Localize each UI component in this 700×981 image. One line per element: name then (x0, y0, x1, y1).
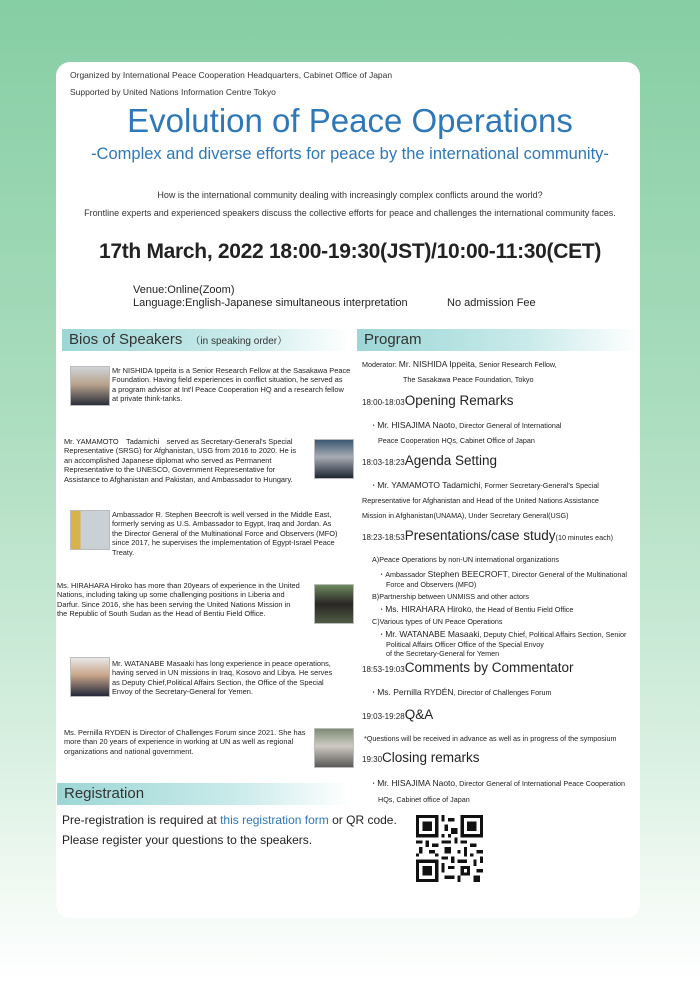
bio-line: at private think-tanks. (112, 394, 183, 404)
speaker-photo-ryden (314, 728, 354, 768)
session-title: Q&A (404, 707, 434, 722)
language: Language:English-Japanese simultaneous interpretation (133, 297, 408, 309)
session-agenda (362, 453, 498, 468)
moderator-label: Moderator: (362, 360, 399, 369)
bio-watanabe (112, 659, 332, 697)
bio-nishida (112, 366, 350, 404)
bio-line: Foundation. Having field experiences in conflict situation, he served as (112, 375, 343, 385)
session-title: Closing remarks (382, 750, 480, 765)
speaker-name: Mr. HISAJIMA Naoto (377, 778, 456, 788)
session-time: 18:03-18:23 (362, 458, 405, 467)
session-presentations (362, 528, 614, 543)
bio-line: Nations, including taking up some challenging positions in Liberia and (57, 590, 285, 600)
bio-hirahara (57, 581, 300, 619)
speaker-role: , Director of Challenges Forum (453, 688, 552, 697)
opening-speaker-role-2: Peace Cooperation HQs, Cabinet Office of Japan (378, 436, 535, 445)
session-comments (362, 660, 574, 675)
presentation-c-role-2: Political Affairs Officer Office of the Special Envoy (386, 640, 544, 649)
presentation-a-role-2: Force and Observers (MFO) (386, 580, 477, 589)
speaker-name: Mr. WATANABE Masaaki (385, 629, 480, 639)
bio-line: Mr. YAMAMOTO Tadamichi served as Secretary-General's Special (64, 437, 293, 446)
registration-heading: Registration (64, 785, 145, 802)
bio-line: Ms. Pernilla RYDEN is Director of Challenges Forum since 2021. She has (64, 728, 306, 737)
comments-speaker: ・Ms. Pernilla RYDÉN, Director of Challenges Forum (370, 687, 552, 697)
bio-yamamoto (64, 437, 296, 484)
moderator-line (362, 360, 557, 369)
bio-line: the Republic of South Sudan as the Head of Bentiu Field Office. (57, 609, 266, 619)
bio-line: Envoy of the Secretary-General for Yemen. (112, 687, 253, 697)
bio-line: as Deputy Chief,Political Affairs Section, the Office of the Special (112, 677, 324, 687)
opening-speaker: ・Mr. HISAJIMA Naoto, Director General of International (370, 420, 562, 430)
registration-heading-bar (57, 783, 350, 805)
session-title: Comments by Commentator (404, 660, 574, 675)
qr-code[interactable] (416, 815, 483, 882)
presentation-c-speaker: ・Mr. WATANABE Masaaki, Deputy Chief, Political Affairs Section, Senior (378, 629, 627, 639)
session-time: 19:30 (362, 755, 383, 764)
bio-line: Assistance to Afghanistan and Pakistan, and Ambassador to Hungary. (64, 474, 293, 484)
admission-fee: No admission Fee (447, 297, 536, 309)
bio-line: Representative (SRSG) for Afghanistan, USG from 2016 to 2020. He is (64, 446, 297, 456)
bio-line: Ambassador R. Stephen Beecroft is well versed in the Middle East, (112, 510, 332, 519)
agenda-speaker-role-2: Representative for Afghanistan and Head of the United Nations Assistance (362, 496, 599, 505)
presentation-a-speaker: ・Ambassador Stephen BEECROFT, Director General of the Multinational (378, 569, 627, 579)
bio-line: Darfur. Since 2016, she has been serving the United Nations Mission in (57, 599, 291, 609)
speaker-prefix: Ambassador (385, 570, 428, 579)
speaker-name: Mr. HISAJIMA Naoto (377, 420, 456, 430)
venue: Venue:Online(Zoom) (133, 284, 235, 296)
speaker-role: , Director General of the Multinational (507, 570, 627, 579)
presentation-b: B)Partnership between UNMISS and other actors (372, 592, 530, 601)
bio-line: Representative to the UNESCO, Government Representative for (64, 465, 276, 475)
bio-line: more than 20 years of experience in working at UN as well as regional (64, 737, 294, 747)
bio-line: a program advisor at Int'l Peace Cooperation HQ and a research fellow (112, 384, 344, 394)
speaker-role: , Director General of International Peace Cooperation (455, 779, 625, 788)
event-date: 17th March, 2022 18:00-19:30(JST)/10:00-11:30(CET) (98, 240, 602, 263)
session-time: 18:23-18:53 (362, 533, 405, 542)
agenda-speaker: ・Mr. YAMAMOTO Tadamichi, Former Secretary-General's Special (370, 480, 599, 490)
session-time: 18:00-18:03 (362, 398, 405, 407)
session-title: Presentations/case study (404, 528, 556, 543)
moderator-role-2: The Sasakawa Peace Foundation, Tokyo (403, 375, 534, 384)
moderator-role: , Senior Research Fellow, (474, 360, 557, 369)
presentation-c: C)Various types of UN Peace Operations (372, 617, 503, 626)
bio-beecroft (112, 510, 338, 557)
presentation-c-role-3: of the Secretary-General for Yemen (386, 649, 500, 658)
bios-heading-bar (62, 329, 350, 351)
speaker-role: , the Head of Bentiu Field Office (471, 605, 574, 614)
session-title: Agenda Setting (404, 453, 498, 468)
speaker-name: Stephen BEECROFT (427, 569, 508, 579)
registration-line-2: Please register your questions to the speakers. (62, 833, 313, 847)
registration-text: or QR code. (328, 813, 397, 827)
speaker-photo-beecroft (70, 510, 110, 550)
session-time: 19:03-19:28 (362, 712, 405, 721)
presentation-a: A)Peace Operations by non-UN international organizations (372, 555, 559, 564)
session-time: 18:53-19:03 (362, 665, 405, 674)
bio-line: an accomplished Japanese diplomat who served as Permanent (64, 455, 272, 465)
closing-speaker-role-2: HQs, Cabinet office of Japan (378, 795, 470, 804)
intro-line-1: How is the international community dealing with increasingly complex conflicts around the world? (157, 190, 543, 200)
moderator-name: Mr. NISHIDA Ippeita (398, 359, 475, 369)
bio-line: Treaty. (112, 547, 135, 557)
session-opening (362, 393, 514, 408)
program-heading: Program (364, 331, 422, 348)
bio-line: Ms. HIRAHARA Hiroko has more than 20years of experience in the United (57, 581, 300, 590)
speaker-photo-yamamoto (314, 439, 354, 479)
speaker-name: Ms. HIRAHARA Hiroko (385, 604, 472, 614)
bio-line: Mr NISHIDA Ippeita is a Senior Research Fellow at the Sasakawa Peace (112, 366, 351, 375)
event-title: Evolution of Peace Operations (127, 102, 573, 139)
speaker-photo-hirahara (314, 584, 354, 624)
speaker-photo-nishida (70, 366, 110, 406)
speaker-photo-watanabe (70, 657, 110, 697)
speaker-role: , Director General of International (455, 421, 562, 430)
registration-line-1 (62, 813, 397, 827)
bio-line: Mr. WATANABE Masaaki has long experience in peace operations, (112, 659, 331, 668)
intro-line-2: Frontline experts and experienced speakers discuss the collective efforts for peace and challenges the international community faces. (84, 208, 616, 218)
bio-line: organizations and national government. (64, 746, 194, 756)
bio-line: since 2017, he supervises the implementation of Egypt-Israel Peace (112, 538, 335, 548)
speaker-name: Mr. YAMAMOTO Tadamichi (377, 480, 481, 490)
registration-text: Pre-registration is required at (62, 813, 221, 827)
speaker-role: , Former Secretary-General's Special (480, 481, 599, 490)
program-heading-bar (357, 329, 639, 351)
qa-note: *Questions will be received in advance as well as in progress of the symposium (364, 734, 617, 743)
bio-line: having served in UN missions in Iraq, Kosovo and Libya. He serves (112, 668, 333, 678)
bio-line: formerly serving as U.S. Ambassador to Egypt, Iraq and Jordan. As (112, 519, 332, 529)
session-qa (362, 707, 434, 722)
supporter-line: Supported by United Nations Information Centre Tokyo (70, 87, 276, 97)
speaker-name: Ms. Pernilla RYDÉN (377, 687, 454, 697)
session-closing (362, 750, 480, 765)
session-title: Opening Remarks (404, 393, 514, 408)
speaker-role: , Deputy Chief, Political Affairs Section, Senior (479, 630, 627, 639)
bios-heading: Bios of Speakers (69, 331, 183, 348)
session-note: (10 minutes each) (555, 533, 614, 542)
closing-speaker: ・Mr. HISAJIMA Naoto, Director General of International Peace Cooperation (370, 778, 625, 788)
organizer-line: Organized by International Peace Cooperation Headquarters, Cabinet Office of Japan (70, 70, 393, 80)
bio-line: the Director General of the Multinational Force and Observers (MFO) (112, 528, 338, 538)
bio-ryden (64, 728, 305, 756)
bios-heading-note: （in speaking order） (190, 336, 288, 347)
registration-form-link[interactable]: this registration form (220, 813, 329, 827)
event-subtitle: -Complex and diverse efforts for peace by the international community- (91, 145, 609, 163)
presentation-b-speaker: ・Ms. HIRAHARA Hiroko, the Head of Bentiu Field Office (378, 604, 574, 614)
agenda-speaker-role-3: Mission in Afghanistan(UNAMA), Under Secretary General(USG) (362, 511, 569, 520)
